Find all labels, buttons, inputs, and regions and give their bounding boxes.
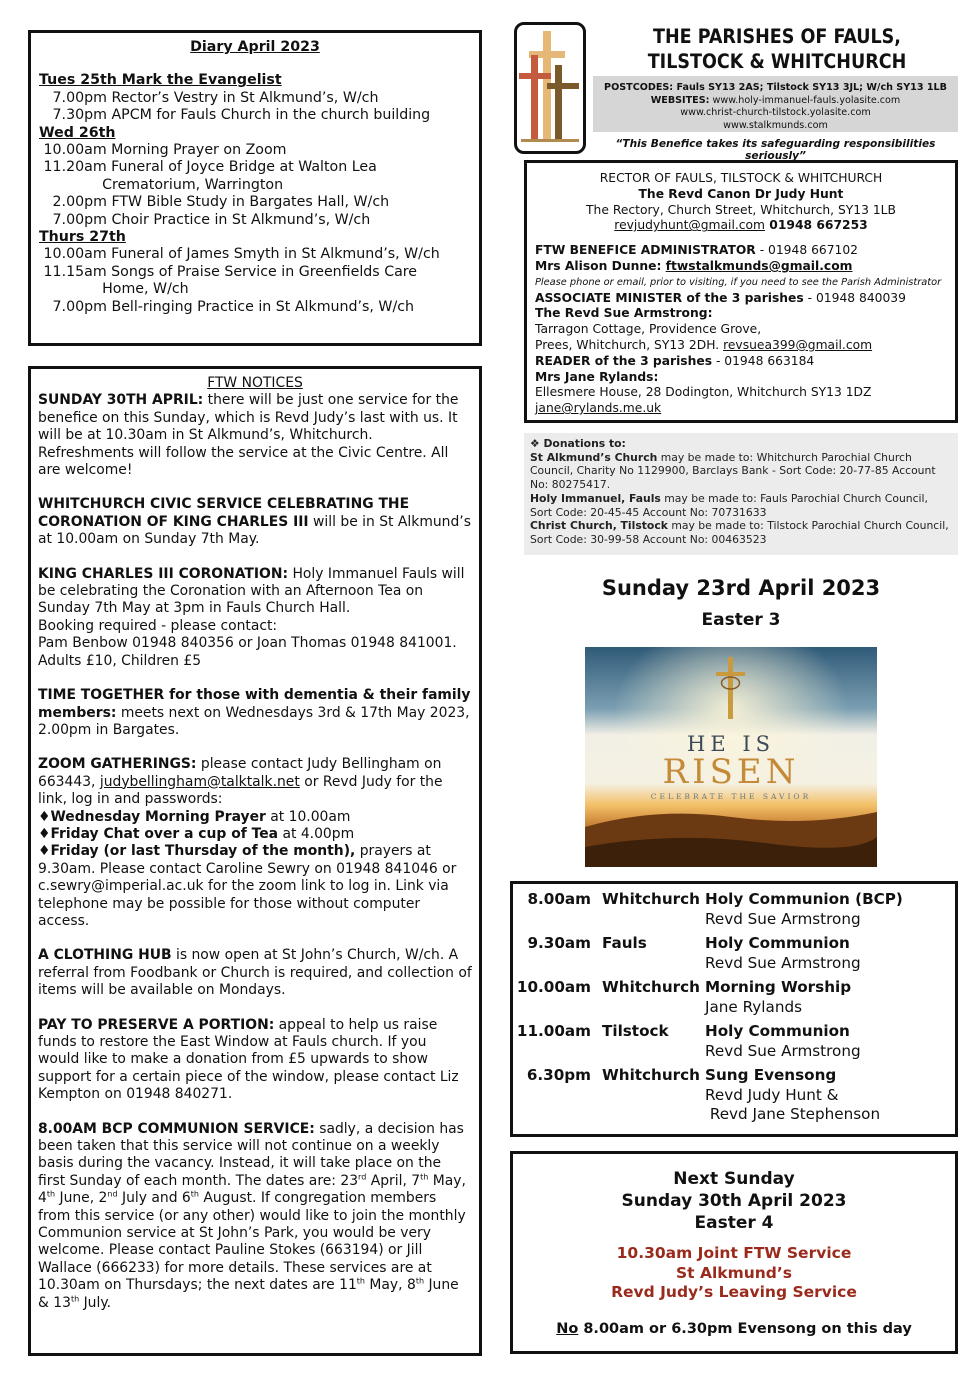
donation-details: may be made to: Whitchurch Parochial Church Council, Charity No 1129900, Barclays Bank - Sort Code: 20-77-85 Account No: 80275417. — [530, 450, 936, 492]
notice-civic-service — [38, 496, 472, 548]
notice-heading: TIME TOGETHER for those with dementia & their family members: — [38, 687, 471, 721]
diary-title: Diary April 2023 — [190, 39, 320, 55]
diary-entry: 7.00pm Bell-ringing Practice in St Alkmund’s, W/ch — [39, 298, 415, 315]
service-minister: Revd Jane Stephenson — [705, 1105, 881, 1123]
safeguarding-quote: “This Benefice takes its safeguarding responsibilities seriously” — [615, 138, 936, 162]
title-line: THE PARISHES OF FAULS, — [653, 25, 901, 48]
notice-text: is now open at St John’s Church, W/ch. A referral from Foodbank or Church is required, and collection of items will be available on Mondays. — [38, 947, 472, 999]
service-type: Sung Evensong — [705, 1066, 837, 1084]
next-sunday-line: Next Sunday — [673, 1169, 795, 1189]
crosses-logo — [514, 22, 586, 154]
notice-heading: SUNDAY 30TH APRIL: — [38, 392, 204, 409]
website-link[interactable]: www.christ-church-tilstock.yolasite.com — [680, 107, 871, 118]
websites-label: WEBSITES: — [650, 94, 710, 106]
rector-phone: 01948 667253 — [765, 218, 868, 233]
diary-entry: 7.00pm Choir Practice in St Alkmund’s, W/ch — [39, 211, 371, 228]
diary-entry: Home, W/ch — [39, 281, 189, 298]
service-time: 10.00am — [516, 978, 591, 996]
notice-text: August. If congregation members from this service (or any other) would like to join the monthly Communion service at St John’s Park, you would be very welcome. Please contact Pauline Stokes (663194) or Jill Wallace (666233) for more details. These services are at 10.30am on Thursdays; the next dates are 11 — [38, 1190, 466, 1294]
service-type: Holy Communion — [705, 934, 850, 952]
service-time: 6.30pm — [526, 1066, 591, 1084]
diary-day-heading: Thurs 27th — [39, 229, 126, 246]
notice-text: will be in St Alkmund’s at 10.00am on Sunday 7th May. — [38, 513, 471, 548]
diary-day — [39, 125, 471, 229]
admin-role: FTW BENEFICE ADMINISTRATOR — [535, 243, 756, 258]
service-row — [513, 1022, 953, 1062]
admin-email-link[interactable]: ftwstalkmunds@gmail.com — [665, 258, 853, 273]
no-underlined: No — [556, 1320, 579, 1337]
notice-text: Holy Immanuel Fauls will be celebrating the Coronation with an Afternoon Tea on Sunday 7th May at 3pm in Fauls Church Hall. — [38, 565, 465, 617]
donation-church: Christ Church, Tilstock — [530, 519, 668, 533]
service-minister: Revd Sue Armstrong — [705, 909, 861, 928]
notice-text: appeal to help us raise funds to restore the East Window at Fauls church. If you would like to make a donation from £5 upwards to show support for a certain piece of the window, please contact Liz Kempton on 01948 840271. — [38, 1016, 459, 1103]
zoom-bullet — [38, 809, 472, 826]
service-minister: Revd Sue Armstrong — [705, 1041, 861, 1060]
service-place: Whitchurch — [602, 1066, 700, 1084]
ordinal-suffix: nd — [107, 1189, 118, 1199]
diary-entry: 7.00pm Rector’s Vestry in St Alkmund’s, W/ch — [39, 89, 379, 106]
joint-service-info — [513, 1244, 955, 1303]
service-place: Fauls — [602, 934, 647, 952]
diary-entry: 10.00am Funeral of James Smyth in St Alkmund’s, W/ch — [39, 246, 440, 263]
service-minister: Revd Sue Armstrong — [705, 953, 861, 972]
associate-name: The Revd Sue Armstrong: — [535, 306, 713, 321]
donation-details: may be made to: Fauls Parochial Church Council, Sort Code: 20-45-45 Account No: 70731633 — [530, 491, 928, 519]
zoom-bullet-title: Wednesday Morning Prayer — [50, 808, 266, 825]
service-row — [513, 890, 953, 930]
he-is-risen-image — [585, 647, 877, 867]
service-time: 11.00am — [516, 1022, 591, 1040]
diary-day — [39, 229, 471, 316]
notice-text: June & 13 — [38, 1277, 459, 1311]
zoom-bullet-title: Friday Chat over a cup of Tea — [50, 825, 279, 842]
postcodes: POSTCODES: Fauls SY13 2AS; Tilstock SY13 3JL; W/ch SY13 1LB — [604, 82, 947, 93]
notice-preserve-portion — [38, 1017, 472, 1104]
next-sunday-heading — [513, 1168, 955, 1234]
associate-phone: - 01948 840039 — [803, 290, 906, 305]
joint-service-line: St Alkmund’s — [675, 1263, 792, 1282]
website-link[interactable]: www.holy-immanuel-fauls.yolasite.com — [712, 94, 901, 106]
diary-day-heading: Wed 26th — [39, 124, 116, 141]
diary-box — [28, 30, 482, 346]
notice-text: or Revd Judy for the link, log in and passwords: — [38, 773, 443, 808]
notice-heading: 8.00AM BCP COMMUNION SERVICE: — [38, 1120, 315, 1137]
notice-text: May, 8 — [365, 1277, 416, 1294]
service-type: Morning Worship — [705, 978, 852, 996]
next-sunday-box — [510, 1151, 958, 1354]
donations-title: ❖ Donations to: — [530, 437, 626, 450]
services-box — [510, 881, 958, 1137]
notice-heading: PAY TO PRESERVE A PORTION: — [38, 1016, 275, 1033]
reader-role: READER of the 3 parishes — [535, 353, 713, 368]
image-line-risen: RISEN — [662, 752, 800, 792]
service-place: Tilstock — [602, 1022, 669, 1040]
service-minister: Jane Rylands — [705, 997, 802, 1016]
notice-text: sadly, a decision has been taken that this service will not continue on a weekly basis during the vacancy. Instead, it will take place on the first Sunday of each month. The dates are: 23 — [38, 1120, 464, 1189]
rector-role: RECTOR OF FAULS, TILSTOCK & WHITCHURCH — [599, 171, 883, 185]
notice-zoom — [38, 756, 472, 930]
reader-phone: - 01948 663184 — [712, 353, 815, 368]
diamond-bullet-icon: ♦ — [38, 825, 51, 842]
donation-details: may be made to: Tilstock Parochial Church Council, Sort Code: 30-99-58 Account No: 00463523 — [530, 519, 949, 546]
associate-address: Tarragon Cottage, Providence Grove, — [535, 322, 762, 337]
next-sunday-line: Sunday 30th April 2023 — [621, 1191, 847, 1211]
notice-heading: WHITCHURCH CIVIC SERVICE CELEBRATING THE CORONATION OF KING CHARLES III — [38, 496, 410, 530]
diary-entry: 10.00am Morning Prayer on Zoom — [39, 142, 287, 159]
notice-text: July. — [79, 1294, 111, 1311]
diary-entry: 7.30pm APCM for Fauls Church in the church building — [39, 107, 431, 124]
donation-church: St Alkmund’s Church — [530, 450, 658, 464]
service-row — [513, 934, 953, 974]
zoom-email-link[interactable]: judybellingham@talktalk.net — [99, 773, 300, 790]
ordinal-suffix: th — [356, 1276, 366, 1286]
image-line-he-is: HE IS — [687, 732, 775, 756]
zoom-bullet — [38, 843, 472, 930]
service-type: Holy Communion (BCP) — [705, 890, 903, 908]
no-services-note — [513, 1321, 955, 1337]
notice-heading: A CLOTHING HUB — [38, 947, 172, 964]
diary-day — [39, 72, 471, 124]
service-time: 8.00am — [527, 890, 591, 908]
zoom-bullet-text: at 10.00am — [265, 808, 351, 825]
zoom-bullet-text: prayers at 9.30am. Please contact Caroline Sewry on 01948 841046 or c.sewry@imperial.ac.uk for the zoom link to log in. Link via telephone may be possible for those without computer access. — [38, 843, 457, 929]
no-services-text: 8.00am or 6.30pm Evensong on this day — [578, 1320, 912, 1337]
ordinal-suffix: rd — [358, 1172, 367, 1182]
notice-text: Pam Benbow 01948 840356 or Joan Thomas 01948 841001. Adults £10, Children £5 — [38, 635, 457, 669]
ordinal-suffix: th — [420, 1172, 429, 1182]
service-place: Whitchurch — [602, 978, 700, 996]
notice-text: July and 6 — [117, 1190, 191, 1207]
diary-day-heading: Tues 25th Mark the Evangelist — [39, 72, 282, 89]
service-row — [513, 978, 953, 1018]
donation-church: Holy Immanuel, Fauls — [530, 491, 661, 505]
title-line: TILSTOCK & WHITCHURCH — [647, 50, 907, 73]
website-link[interactable]: www.stalkmunds.com — [723, 119, 828, 131]
reader-address: Ellesmere House, 28 Dodington, Whitchurch SY13 1DZ — [535, 385, 872, 400]
notice-text: please contact Judy Bellingham on 663443, — [38, 756, 442, 790]
rector-name: The Revd Canon Dr Judy Hunt — [638, 186, 844, 201]
diamond-bullet-icon: ♦ — [38, 843, 51, 860]
diary-entry: 11.15am Songs of Praise Service in Greenfields Care — [39, 263, 418, 280]
admin-note: Please phone or email, prior to visiting, if you need to see the Parish Administrator — [535, 276, 942, 288]
contacts-box — [524, 160, 958, 423]
notices-title: FTW NOTICES — [207, 375, 303, 391]
service-type: Holy Communion — [705, 1022, 850, 1040]
notices-box — [28, 366, 482, 1356]
service-row — [513, 1066, 953, 1126]
associate-address: Prees, Whitchurch, SY13 2DH. — [535, 337, 724, 352]
notice-text: Booking required - please contact: — [38, 617, 278, 634]
notice-heading: KING CHARLES III CORONATION: — [38, 565, 289, 582]
postcodes-websites — [593, 76, 958, 132]
notice-bcp-communion — [38, 1121, 472, 1312]
notice-sunday-30th — [38, 392, 472, 479]
zoom-bullet — [38, 826, 472, 843]
notice-time-together — [38, 687, 472, 739]
service-minister: Revd Judy Hunt & — [705, 1085, 839, 1104]
diary-entry: Crematorium, Warrington — [39, 176, 284, 193]
zoom-bullet-title: Friday (or last Thursday of the month), — [50, 843, 356, 860]
notice-text: May, 4 — [38, 1172, 466, 1207]
associate-role: ASSOCIATE MINISTER of the 3 parishes — [535, 290, 804, 305]
admin-phone: - 01948 667102 — [755, 243, 859, 258]
diamond-bullet-icon: ♦ — [38, 808, 51, 825]
reader-name: Mrs Jane Rylands: — [535, 369, 659, 384]
ordinal-suffix: th — [46, 1189, 56, 1199]
admin-name: Mrs Alison Dunne: — [535, 258, 666, 273]
notice-text: there will be just one service for the benefice on this Sunday, which is Revd Judy’s last with us. It will be at 10.30am in St Alkmund’s, Whitchurch. Refreshments will follow the service at the Civic Centre. All are welcome! — [38, 392, 459, 479]
notice-coronation — [38, 566, 472, 670]
notice-text: April, 7 — [366, 1172, 421, 1189]
three-crosses-icon — [517, 25, 583, 151]
notice-clothing-hub — [38, 947, 472, 999]
rector-email-link[interactable]: revjudyhunt@gmail.com — [614, 218, 766, 233]
zoom-bullet-text: at 4.00pm — [278, 825, 355, 842]
notice-text: June, 2 — [55, 1190, 108, 1207]
ordinal-suffix: th — [190, 1189, 199, 1199]
notice-heading: ZOOM GATHERINGS: — [38, 756, 197, 773]
sunday-date: Sunday 23rd April 2023 — [601, 576, 881, 600]
joint-service-line: 10.30am Joint FTW Service — [616, 1244, 852, 1262]
rector-address: The Rectory, Church Street, Whitchurch, SY13 1LB — [586, 202, 896, 217]
service-time: 9.30am — [527, 934, 591, 952]
reader-email-link[interactable]: jane@rylands.me.uk — [535, 401, 662, 416]
joint-service-line: Revd Judy’s Leaving Service — [611, 1283, 857, 1301]
sunday-week: Easter 3 — [701, 610, 781, 630]
donations-box — [524, 433, 958, 555]
diary-entry: 11.20am Funeral of Joyce Bridge at Walton Lea — [39, 159, 377, 176]
service-place: Whitchurch — [602, 890, 700, 908]
diary-entry: 2.00pm FTW Bible Study in Bargates Hall, W/ch — [39, 194, 390, 211]
sunrise-cross-illustration — [585, 647, 877, 867]
next-sunday-line: Easter 4 — [694, 1213, 774, 1233]
notice-text: meets next on Wednesdays 3rd & 17th May 2023, 2.00pm in Bargates. — [38, 704, 470, 738]
image-line-celebrate: CELEBRATE THE SAVIOR — [650, 792, 812, 801]
associate-email-link[interactable]: revsuea399@gmail.com — [723, 337, 873, 352]
parishes-title — [596, 24, 958, 74]
ordinal-suffix: th — [70, 1294, 80, 1304]
ordinal-suffix: th — [415, 1276, 425, 1286]
